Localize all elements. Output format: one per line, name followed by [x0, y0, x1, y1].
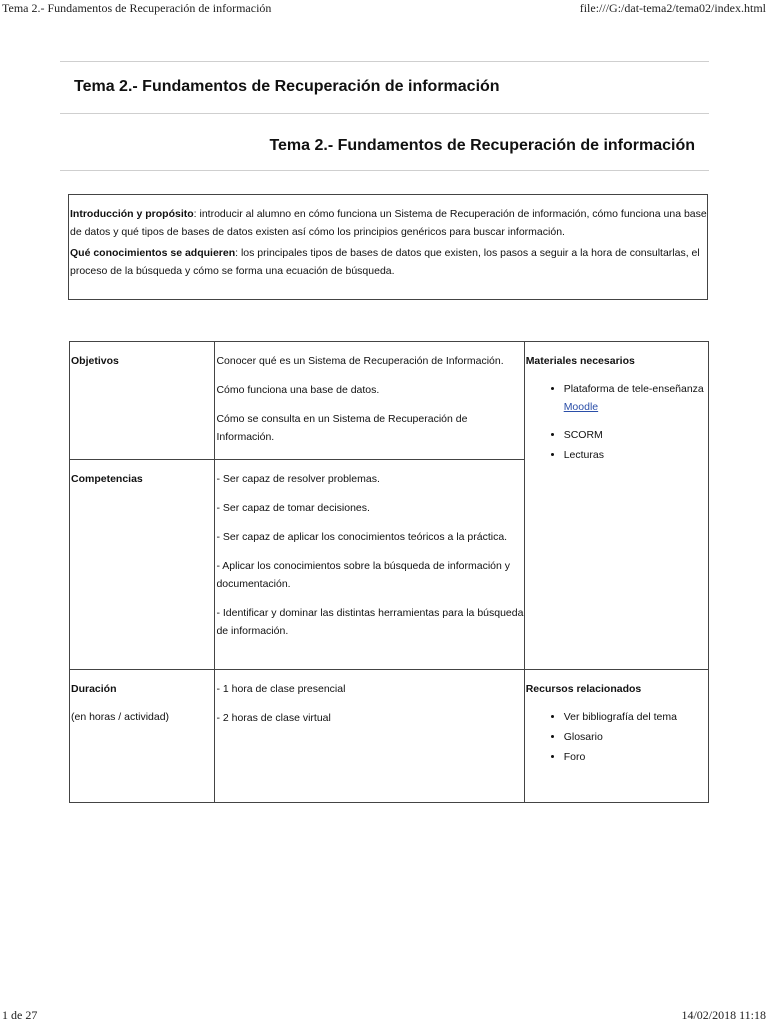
objetivos-cell [215, 342, 524, 460]
competencia-item: - Ser capaz de resolver problemas. [216, 473, 380, 485]
print-header-title: Tema 2.- Fundamentos de Recuperación de información [2, 1, 272, 15]
competencias-cell [215, 460, 524, 670]
intro-knowledge [70, 245, 707, 280]
materiales-cell [524, 342, 708, 670]
page-counter: 1 de 27 [2, 1008, 38, 1022]
competencia-item: - Ser capaz de tomar decisiones. [216, 502, 370, 514]
list-item[interactable]: • Glosario [564, 728, 708, 746]
divider [60, 170, 709, 171]
competencia-item: - Identificar y dominar las distintas herramientas para la búsqueda de información. [216, 607, 524, 637]
course-info-table [69, 341, 709, 803]
intro-purpose-label: Introducción y propósito [70, 208, 194, 220]
competencia-item: - Ser capaz de aplicar los conocimientos teóricos a la práctica. [216, 531, 508, 543]
list-item: • SCORM [564, 426, 708, 444]
print-datetime: 14/02/2018 11:18 [681, 1008, 766, 1022]
materiales-list [526, 380, 708, 464]
duracion-item: - 2 horas de clase virtual [216, 712, 331, 724]
list-item[interactable]: • Ver bibliografía del tema [564, 708, 708, 726]
intro-purpose [70, 206, 707, 241]
section-title: Tema 2.- Fundamentos de Recuperación de información [269, 137, 695, 154]
competencia-item: - Aplicar los conocimientos sobre la búsqueda de información y documentación. [216, 560, 511, 590]
recursos-list [526, 708, 708, 766]
intro-knowledge-label: Qué conocimientos se adquieren [70, 247, 236, 259]
intro-knowledge-text: : los principales tipos de bases de datos que existen, los pasos a seguir a la hora de consultarlas, el proceso de la búsqueda y cómo se forma una ecuación de búsqueda. [70, 247, 700, 277]
duracion-label: Duración [71, 683, 117, 695]
divider [60, 61, 709, 62]
duracion-label-cell [70, 670, 215, 803]
objetivos-label-cell [70, 342, 215, 460]
materiales-label: Materiales necesarios [525, 355, 635, 367]
divider [60, 113, 709, 114]
recursos-cell [524, 670, 708, 803]
list-item[interactable]: • Foro [564, 748, 708, 766]
duracion-item: - 1 hora de clase presencial [216, 683, 346, 695]
print-header-url: file:///G:/dat-tema2/tema02/index.html [579, 1, 766, 15]
competencias-label: Competencias [71, 473, 143, 485]
competencias-label-cell [70, 460, 215, 670]
list-item: • Lecturas [564, 446, 708, 464]
print-footer [0, 1006, 768, 1024]
duracion-cell [215, 670, 524, 803]
duracion-sublabel: (en horas / actividad) [71, 711, 170, 723]
objetivo-item: Cómo funciona una base de datos. [216, 384, 380, 396]
list-item [564, 380, 708, 416]
page-title: Tema 2.- Fundamentos de Recuperación de información [74, 78, 500, 95]
materiales-item-text: Plataforma de tele-enseñanza [563, 383, 704, 395]
print-header [0, 0, 768, 16]
objetivo-item: Conocer qué es un Sistema de Recuperación de Información. [216, 355, 504, 367]
intro-box [68, 194, 708, 300]
intro-purpose-text: : introducir al alumno en cómo funciona un Sistema de Recuperación de información, cómo funciona una base de datos y qué tipos de bases de datos existen así cómo los principios genéricos para buscar información. [70, 208, 707, 238]
moodle-link[interactable]: Moodle [563, 401, 599, 413]
objetivo-item: Cómo se consulta en un Sistema de Recuperación de Información. [216, 413, 468, 443]
objetivos-label: Objetivos [71, 355, 119, 367]
recursos-label: Recursos relacionados [525, 683, 642, 695]
